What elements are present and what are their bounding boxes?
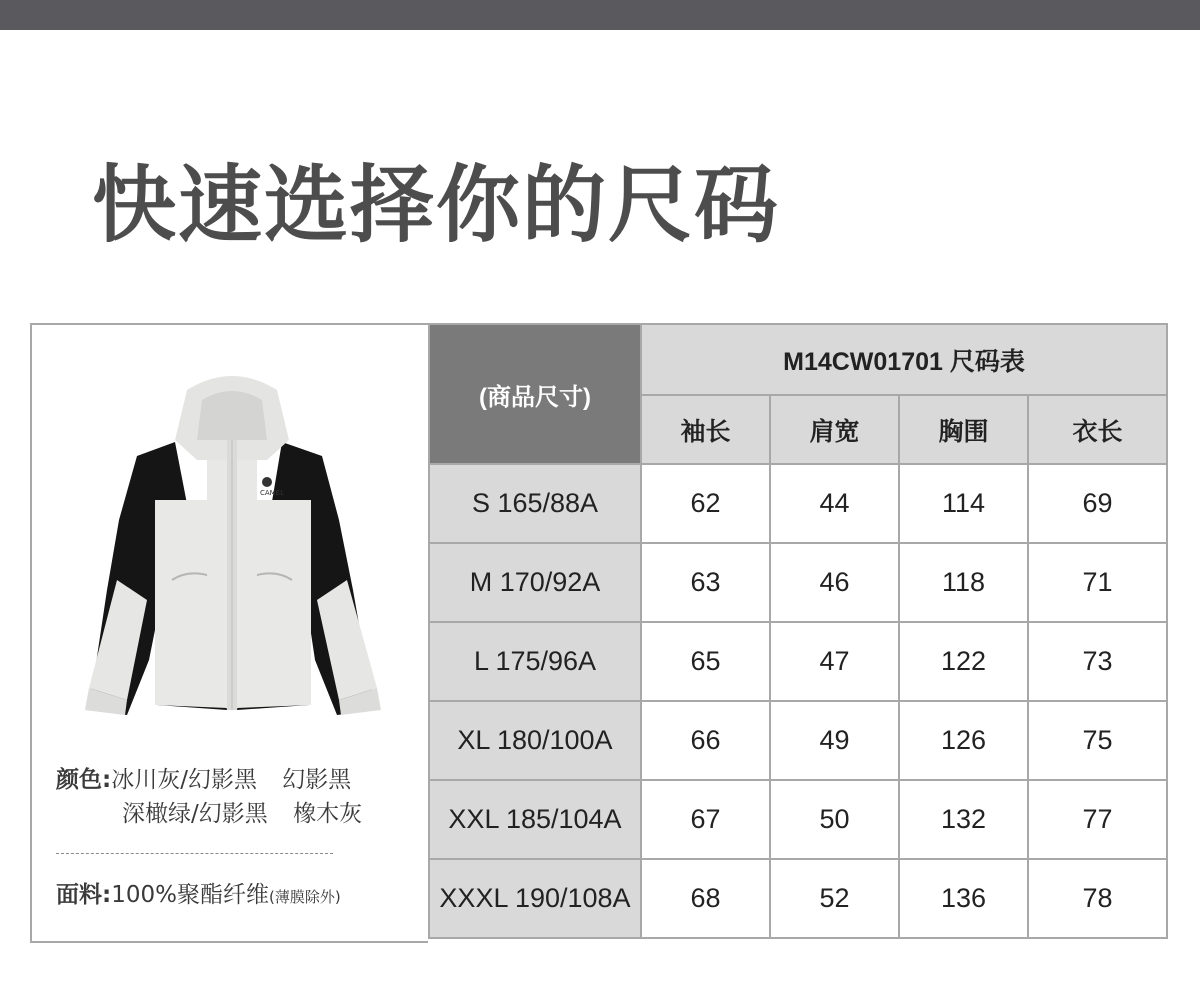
- chest-value: 114: [899, 464, 1028, 543]
- sleeve-value: 67: [641, 780, 770, 859]
- fabric-note: (薄膜除外): [268, 888, 341, 906]
- shoulder-value: 49: [770, 701, 899, 780]
- sleeve-value: 66: [641, 701, 770, 780]
- chest-value: 126: [899, 701, 1028, 780]
- sleeve-value: 68: [641, 859, 770, 938]
- table-row: [429, 701, 1167, 780]
- color-option: 幻影黑: [282, 767, 352, 793]
- color-option: 深橄绿/幻影黑: [122, 801, 268, 827]
- sleeve-value: 62: [641, 464, 770, 543]
- size-table: [428, 323, 1168, 939]
- size-label: XXL 185/104A: [429, 780, 641, 859]
- length-value: 73: [1028, 622, 1167, 701]
- chest-value: 132: [899, 780, 1028, 859]
- color-line-2: [122, 799, 362, 829]
- table-row: [429, 543, 1167, 622]
- color-line-1: [56, 765, 351, 795]
- shoulder-value: 50: [770, 780, 899, 859]
- page-title: 快速选择你的尺码: [92, 156, 781, 254]
- fabric-line: [56, 878, 341, 914]
- size-label: L 175/96A: [429, 622, 641, 701]
- length-value: 77: [1028, 780, 1167, 859]
- column-header-chest: 胸围: [899, 395, 1028, 464]
- length-value: 69: [1028, 464, 1167, 543]
- table-row: [429, 859, 1167, 938]
- top-bar: [0, 0, 1200, 30]
- column-header-shoulder: 肩宽: [770, 395, 899, 464]
- fabric-value: 100%聚酯纤维: [111, 882, 269, 908]
- shoulder-value: 44: [770, 464, 899, 543]
- chest-value: 122: [899, 622, 1028, 701]
- size-label: XXXL 190/108A: [429, 859, 641, 938]
- fabric-label: 面料:: [56, 882, 112, 908]
- color-option: 橡木灰: [293, 801, 363, 827]
- length-value: 71: [1028, 543, 1167, 622]
- column-header-sleeve: 袖长: [641, 395, 770, 464]
- chest-value: 136: [899, 859, 1028, 938]
- shoulder-value: 46: [770, 543, 899, 622]
- table-title: M14CW01701 尺码表: [641, 324, 1167, 395]
- column-header-length: 衣长: [1028, 395, 1167, 464]
- sleeve-value: 65: [641, 622, 770, 701]
- length-value: 75: [1028, 701, 1167, 780]
- color-option: 冰川灰/幻影黑: [111, 767, 257, 793]
- product-panel: [30, 323, 428, 943]
- camel-logo: CAMEL: [260, 489, 285, 497]
- size-label: XL 180/100A: [429, 701, 641, 780]
- sleeve-value: 63: [641, 543, 770, 622]
- table-row: [429, 622, 1167, 701]
- length-value: 78: [1028, 859, 1167, 938]
- size-label: S 165/88A: [429, 464, 641, 543]
- shoulder-value: 47: [770, 622, 899, 701]
- color-label: 颜色:: [56, 767, 112, 793]
- chest-value: 118: [899, 543, 1028, 622]
- table-row: [429, 780, 1167, 859]
- divider: [56, 853, 333, 854]
- size-column-header: (商品尺寸): [429, 324, 641, 464]
- table-row: [429, 464, 1167, 543]
- shoulder-value: 52: [770, 859, 899, 938]
- jacket-image: [77, 370, 392, 720]
- size-label: M 170/92A: [429, 543, 641, 622]
